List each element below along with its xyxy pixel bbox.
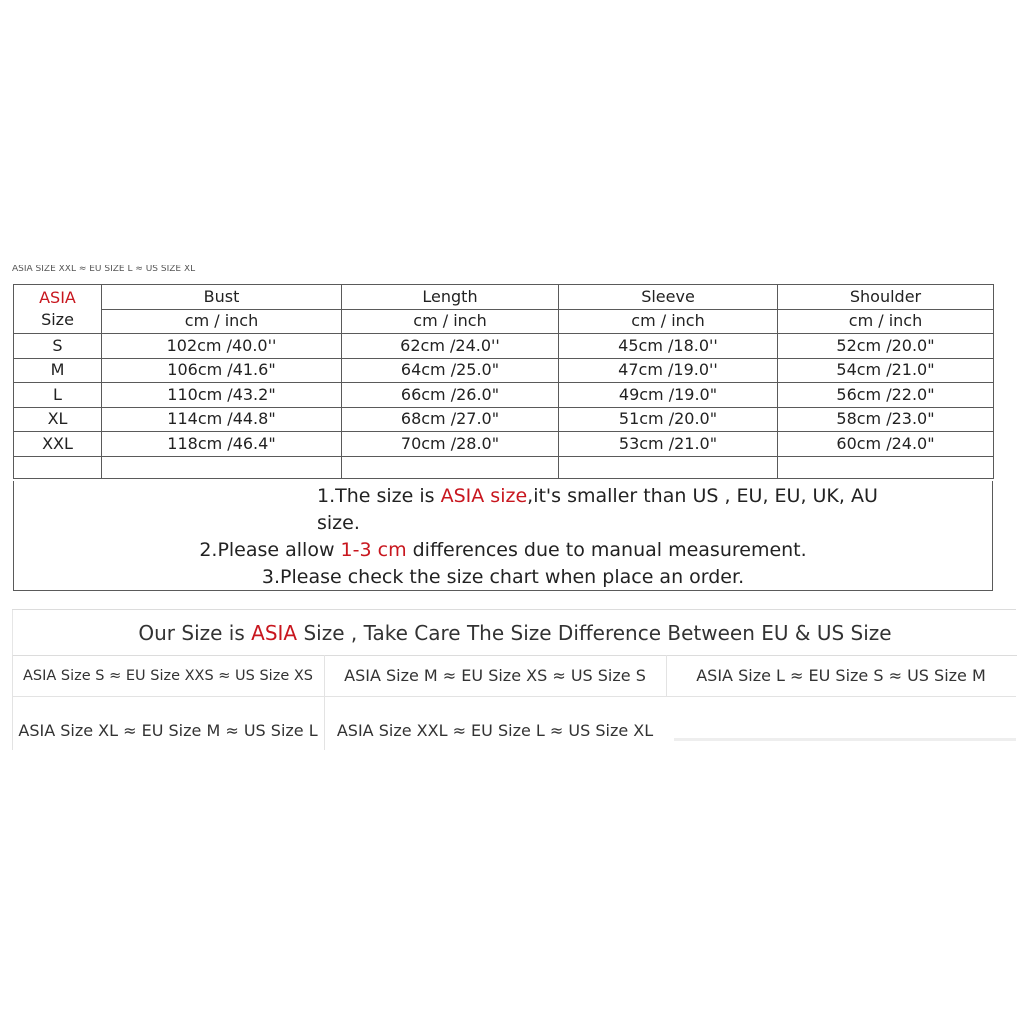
- unit-shoulder: cm / inch: [778, 309, 994, 334]
- table-cell: 53cm /21.0": [559, 432, 778, 457]
- table-row: [14, 407, 994, 432]
- column-header-length: Length: [342, 285, 559, 310]
- comparison-item-xxl: ASIA Size XXL ≈ EU Size L ≈ US Size XL: [336, 721, 654, 740]
- unit-length: cm / inch: [342, 309, 559, 334]
- divider: [674, 738, 1016, 741]
- table-cell: 47cm /19.0'': [559, 358, 778, 383]
- comparison-title-highlight: ASIA: [251, 621, 298, 645]
- table-cell: 56cm /22.0": [778, 383, 994, 408]
- table-cell: 66cm /26.0": [342, 383, 559, 408]
- size-notes: [13, 481, 993, 591]
- table-cell: 102cm /40.0'': [102, 334, 342, 359]
- comparison-title-post: Size , Take Care The Size Difference Between EU & US Size: [297, 621, 892, 645]
- note-1: [14, 483, 992, 537]
- note-1-highlight: ASIA size: [440, 485, 528, 507]
- size-cell: M: [14, 358, 102, 383]
- column-header-bust: Bust: [102, 285, 342, 310]
- size-cell: L: [14, 383, 102, 408]
- asia-label: ASIA: [39, 288, 76, 307]
- table-row: [14, 334, 994, 359]
- empty-cell: [14, 456, 102, 478]
- note-2-highlight: 1-3 cm: [340, 539, 407, 561]
- table-cell: 114cm /44.8": [102, 407, 342, 432]
- size-chart-table: [13, 284, 994, 479]
- table-cell: 49cm /19.0": [559, 383, 778, 408]
- column-header-shoulder: Shoulder: [778, 285, 994, 310]
- table-cell: 64cm /25.0": [342, 358, 559, 383]
- size-cell: S: [14, 334, 102, 359]
- size-comparison-box: [12, 609, 1016, 750]
- table-cell: 118cm /46.4": [102, 432, 342, 457]
- table-row: [14, 432, 994, 457]
- table-cell: 45cm /18.0'': [559, 334, 778, 359]
- size-cell: XXL: [14, 432, 102, 457]
- note-2-post: differences due to manual measurement.: [406, 539, 807, 561]
- unit-bust: cm / inch: [102, 309, 342, 334]
- comparison-item-m: ASIA Size M ≈ EU Size XS ≈ US Size S: [344, 666, 646, 685]
- empty-cell: [102, 456, 342, 478]
- empty-cell: [778, 456, 994, 478]
- size-label: Size: [41, 310, 74, 329]
- table-cell: 60cm /24.0": [778, 432, 994, 457]
- table-cell: 110cm /43.2": [102, 383, 342, 408]
- comparison-item-xl: ASIA Size XL ≈ EU Size M ≈ US Size L: [18, 721, 318, 740]
- table-cell: 51cm /20.0": [559, 407, 778, 432]
- header-row: [14, 285, 994, 310]
- divider: [12, 696, 1016, 697]
- empty-row: [14, 456, 994, 478]
- size-column-header: [14, 285, 102, 334]
- table-cell: 62cm /24.0'': [342, 334, 559, 359]
- comparison-item-s: ASIA Size S ≈ EU Size XXS ≈ US Size XS: [22, 668, 313, 684]
- top-caption-cutoff: ASIA SIZE XXL ≈ EU SIZE L ≈ US SIZE XL: [12, 265, 196, 274]
- comparison-title: [12, 610, 1017, 656]
- table-cell: 70cm /28.0": [342, 432, 559, 457]
- note-1-post: ,it's smaller than US , EU, EU, UK, AU size.: [317, 485, 878, 534]
- note-1-pre: 1.The size is: [317, 485, 441, 507]
- table-cell: 52cm /20.0": [778, 334, 994, 359]
- table-cell: 54cm /21.0": [778, 358, 994, 383]
- note-2: [14, 537, 992, 564]
- table-row: [14, 383, 994, 408]
- unit-sleeve: cm / inch: [559, 309, 778, 334]
- table-row: [14, 358, 994, 383]
- size-cell: XL: [14, 407, 102, 432]
- note-3: 3.Please check the size chart when place an order.: [261, 566, 745, 588]
- table-cell: 106cm /41.6": [102, 358, 342, 383]
- unit-row: [14, 309, 994, 334]
- column-header-sleeve: Sleeve: [559, 285, 778, 310]
- comparison-title-pre: Our Size is: [138, 621, 252, 645]
- empty-cell: [559, 456, 778, 478]
- table-cell: 68cm /27.0": [342, 407, 559, 432]
- comparison-item-l: ASIA Size L ≈ EU Size S ≈ US Size M: [696, 666, 986, 685]
- note-2-pre: 2.Please allow: [199, 539, 341, 561]
- table-cell: 58cm /23.0": [778, 407, 994, 432]
- empty-cell: [342, 456, 559, 478]
